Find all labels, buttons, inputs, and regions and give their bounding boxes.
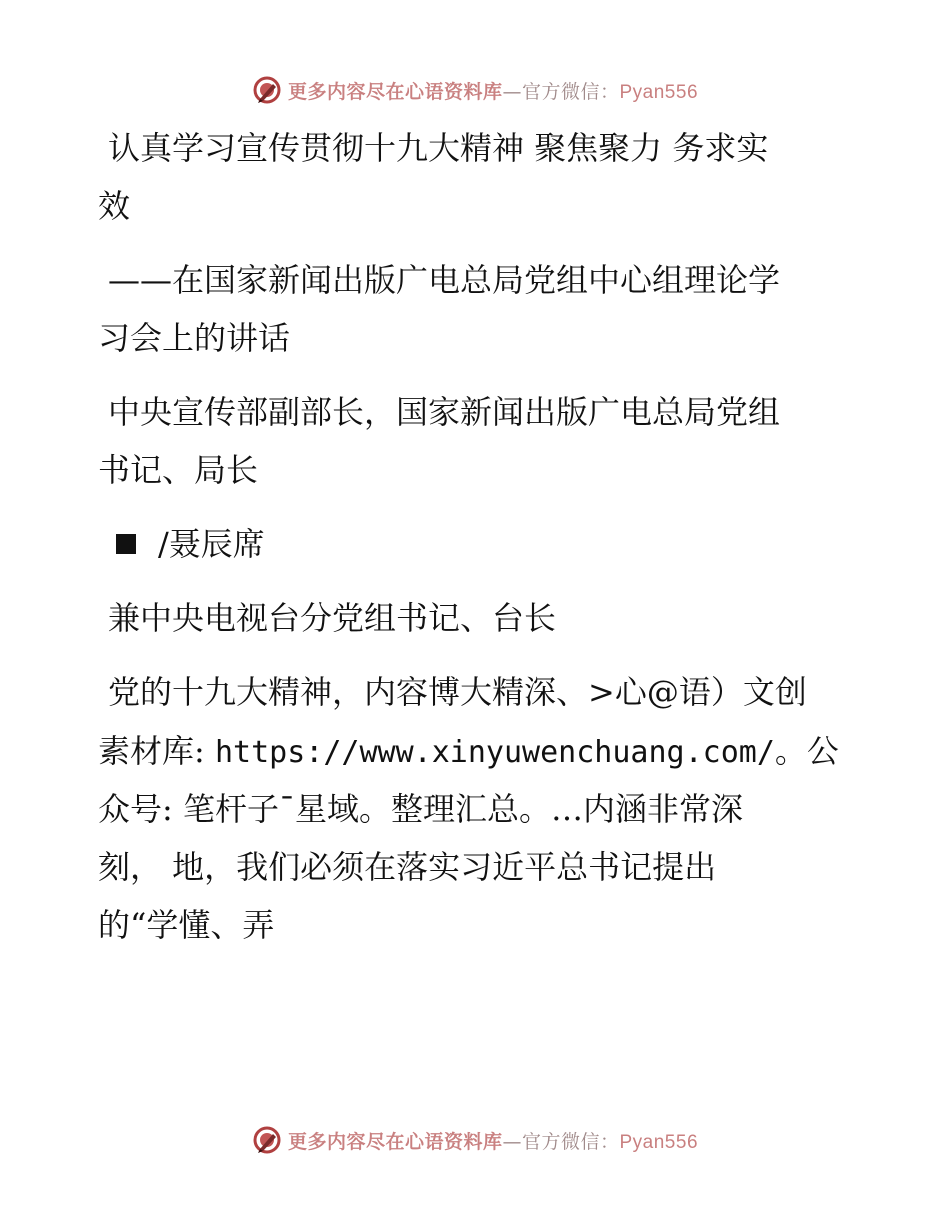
doc-body-line-5: 的“学懂、弄 (98, 906, 275, 944)
footer-wechat-label: 官方微信： (521, 1130, 620, 1153)
doc-title-line-2: 效 (98, 187, 131, 225)
doc-body-line-4: 刻， 地，我们必须在落实习近平总书记提出 (98, 848, 717, 886)
footer-wechat-id: Pyan556 (619, 1131, 699, 1153)
footer-banner (0, 1120, 950, 1160)
pen-in-circle-icon (252, 75, 282, 105)
footer-brand-text: 更多内容尽在心语资料库 (287, 1130, 503, 1153)
banner-wechat-label: 官方微信： (521, 80, 620, 103)
doc-body-line-2 (98, 731, 839, 773)
doc-author: /聂辰席 (158, 525, 265, 563)
doc-title-line-1: 认真学习宣传贯彻十九大精神 聚焦聚力 务求实 (108, 129, 769, 167)
doc-body-url: https://www.xinyuwenchuang.com/ (214, 735, 775, 770)
doc-position-line-2: 书记、局长 (98, 451, 259, 489)
doc-body-line-2-prefix: 素材库: (98, 732, 215, 770)
doc-position-2: 兼中央电视台分党组书记、台长 (108, 599, 557, 637)
pen-in-circle-icon (252, 1125, 282, 1155)
banner-separator: — (502, 80, 522, 103)
doc-body-line-3: 众号: 笔杆子¯星域。整理汇总。…内涵非常深 (98, 790, 743, 828)
doc-subtitle-line-1: ——在国家新闻出版广电总局党组中心组理论学 (108, 261, 781, 299)
banner-brand-text: 更多内容尽在心语资料库 (287, 80, 503, 103)
doc-body-line-2-suffix: 。公 (774, 732, 839, 770)
doc-subtitle-line-2: 习会上的讲话 (98, 319, 291, 357)
doc-author-line (116, 524, 265, 564)
square-bullet-icon (116, 534, 136, 554)
doc-body-line-1: 党的十九大精神，内容博大精深、>心@语）文创 (108, 673, 807, 711)
header-banner (0, 70, 950, 110)
banner-wechat-id: Pyan556 (619, 81, 699, 103)
footer-separator: — (502, 1130, 522, 1153)
doc-position-line-1: 中央宣传部副部长，国家新闻出版广电总局党组 (108, 393, 781, 431)
